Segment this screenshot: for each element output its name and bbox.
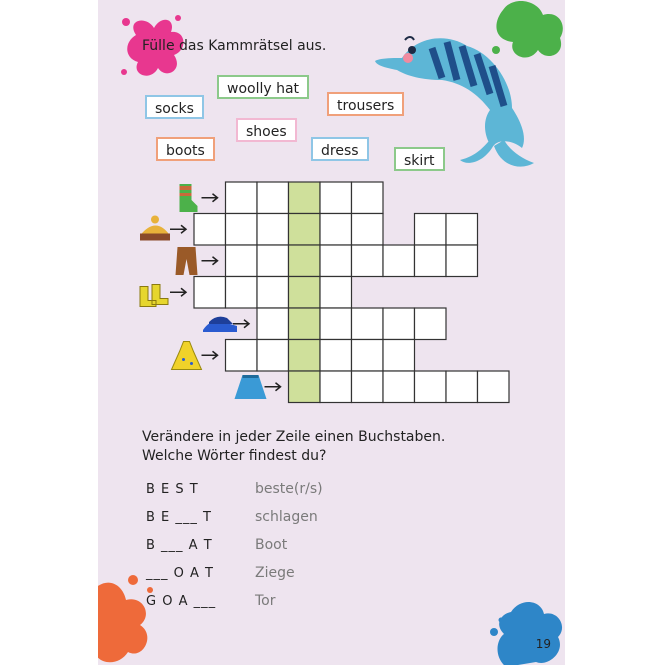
exercise-hint-1: beste(r/s) — [255, 481, 323, 497]
grid-cell[interactable] — [257, 308, 289, 340]
word-box-boots: boots — [156, 137, 215, 161]
grid-cell[interactable] — [320, 214, 352, 246]
exercise-hint-4: Ziege — [255, 565, 295, 581]
orange-splash — [98, 570, 163, 665]
exercise-hint-3: Boot — [255, 537, 288, 553]
skirt-icon — [235, 375, 267, 399]
grid-cell[interactable] — [289, 371, 321, 403]
grid-cell[interactable] — [289, 214, 321, 246]
grid-cell[interactable] — [257, 214, 289, 246]
workbook-page — [98, 0, 565, 665]
hat-icon — [140, 216, 170, 241]
grid-cell[interactable] — [289, 182, 321, 214]
grid-cell[interactable] — [383, 371, 415, 403]
arrow-icon — [202, 351, 218, 359]
grid-cell[interactable] — [194, 277, 226, 309]
grid-cell[interactable] — [226, 277, 258, 309]
grid-cell[interactable] — [194, 214, 226, 246]
grid-cell[interactable] — [415, 214, 447, 246]
grid-cell[interactable] — [289, 308, 321, 340]
boots-icon — [140, 285, 168, 307]
grid-cell[interactable] — [352, 214, 384, 246]
grid-cell[interactable] — [352, 308, 384, 340]
grid-cell[interactable] — [257, 182, 289, 214]
grid-cell[interactable] — [446, 245, 478, 277]
grid-cell[interactable] — [257, 245, 289, 277]
grid-cell[interactable] — [226, 214, 258, 246]
grid-cell[interactable] — [415, 245, 447, 277]
shoes-icon — [203, 317, 237, 332]
dress-icon — [172, 342, 202, 370]
grid-cell[interactable] — [415, 308, 447, 340]
grid-cell[interactable] — [257, 277, 289, 309]
arrow-icon — [265, 383, 281, 391]
grid-cell[interactable] — [446, 371, 478, 403]
grid-cell[interactable] — [320, 340, 352, 372]
grid-cell[interactable] — [320, 371, 352, 403]
grid-cell[interactable] — [320, 308, 352, 340]
crossword-grid — [128, 175, 518, 410]
word-box-socks: socks — [145, 95, 204, 119]
instruction-line-2: Welche Wörter findest du? — [142, 448, 327, 464]
grid-cell[interactable] — [289, 340, 321, 372]
arrow-icon — [170, 288, 186, 296]
grid-cell[interactable] — [446, 214, 478, 246]
grid-cell[interactable] — [320, 245, 352, 277]
grid-cell[interactable] — [383, 308, 415, 340]
grid-cell[interactable] — [289, 277, 321, 309]
sock-icon — [180, 184, 198, 212]
exercise-letters-2: B E ___ T — [146, 510, 212, 525]
grid-cell[interactable] — [478, 371, 510, 403]
exercise-hint-5: Tor — [255, 593, 276, 609]
grid-cell[interactable] — [320, 182, 352, 214]
grid-cell[interactable] — [352, 182, 384, 214]
grid-cell[interactable] — [352, 371, 384, 403]
grid-cell[interactable] — [320, 277, 352, 309]
grid-cell[interactable] — [226, 340, 258, 372]
grid-cell[interactable] — [226, 182, 258, 214]
grid-cell[interactable] — [289, 245, 321, 277]
exercise-letters-4: ___ O A T — [146, 566, 214, 581]
exercise-letters-5: G O A ___ — [146, 594, 217, 609]
arrow-icon — [170, 225, 186, 233]
exercise-letters-3: B ___ A T — [146, 538, 213, 553]
exercise-letters-1: B E S T — [146, 482, 199, 497]
exercise-title: Fülle das Kammrätsel aus. — [142, 38, 327, 54]
grid-cell[interactable] — [383, 245, 415, 277]
word-box-woolly-hat: woolly hat — [217, 75, 309, 99]
arrow-icon — [202, 257, 218, 265]
instruction-line-1: Verändere in jeder Zeile einen Buchstaben. — [142, 429, 446, 445]
word-box-trousers: trousers — [327, 92, 404, 116]
word-box-skirt: skirt — [394, 147, 445, 171]
word-box-shoes: shoes — [236, 118, 297, 142]
grid-cell[interactable] — [257, 340, 289, 372]
grid-cell[interactable] — [383, 340, 415, 372]
arrow-icon — [202, 194, 218, 202]
page-number: 19 — [535, 637, 551, 651]
trousers-icon — [176, 247, 198, 275]
grid-cell[interactable] — [352, 245, 384, 277]
exercise-hint-2: schlagen — [255, 509, 318, 525]
blue-splash — [486, 592, 565, 665]
word-box-dress: dress — [311, 137, 369, 161]
grid-cell[interactable] — [352, 340, 384, 372]
grid-cell[interactable] — [226, 245, 258, 277]
grid-cell[interactable] — [415, 371, 447, 403]
